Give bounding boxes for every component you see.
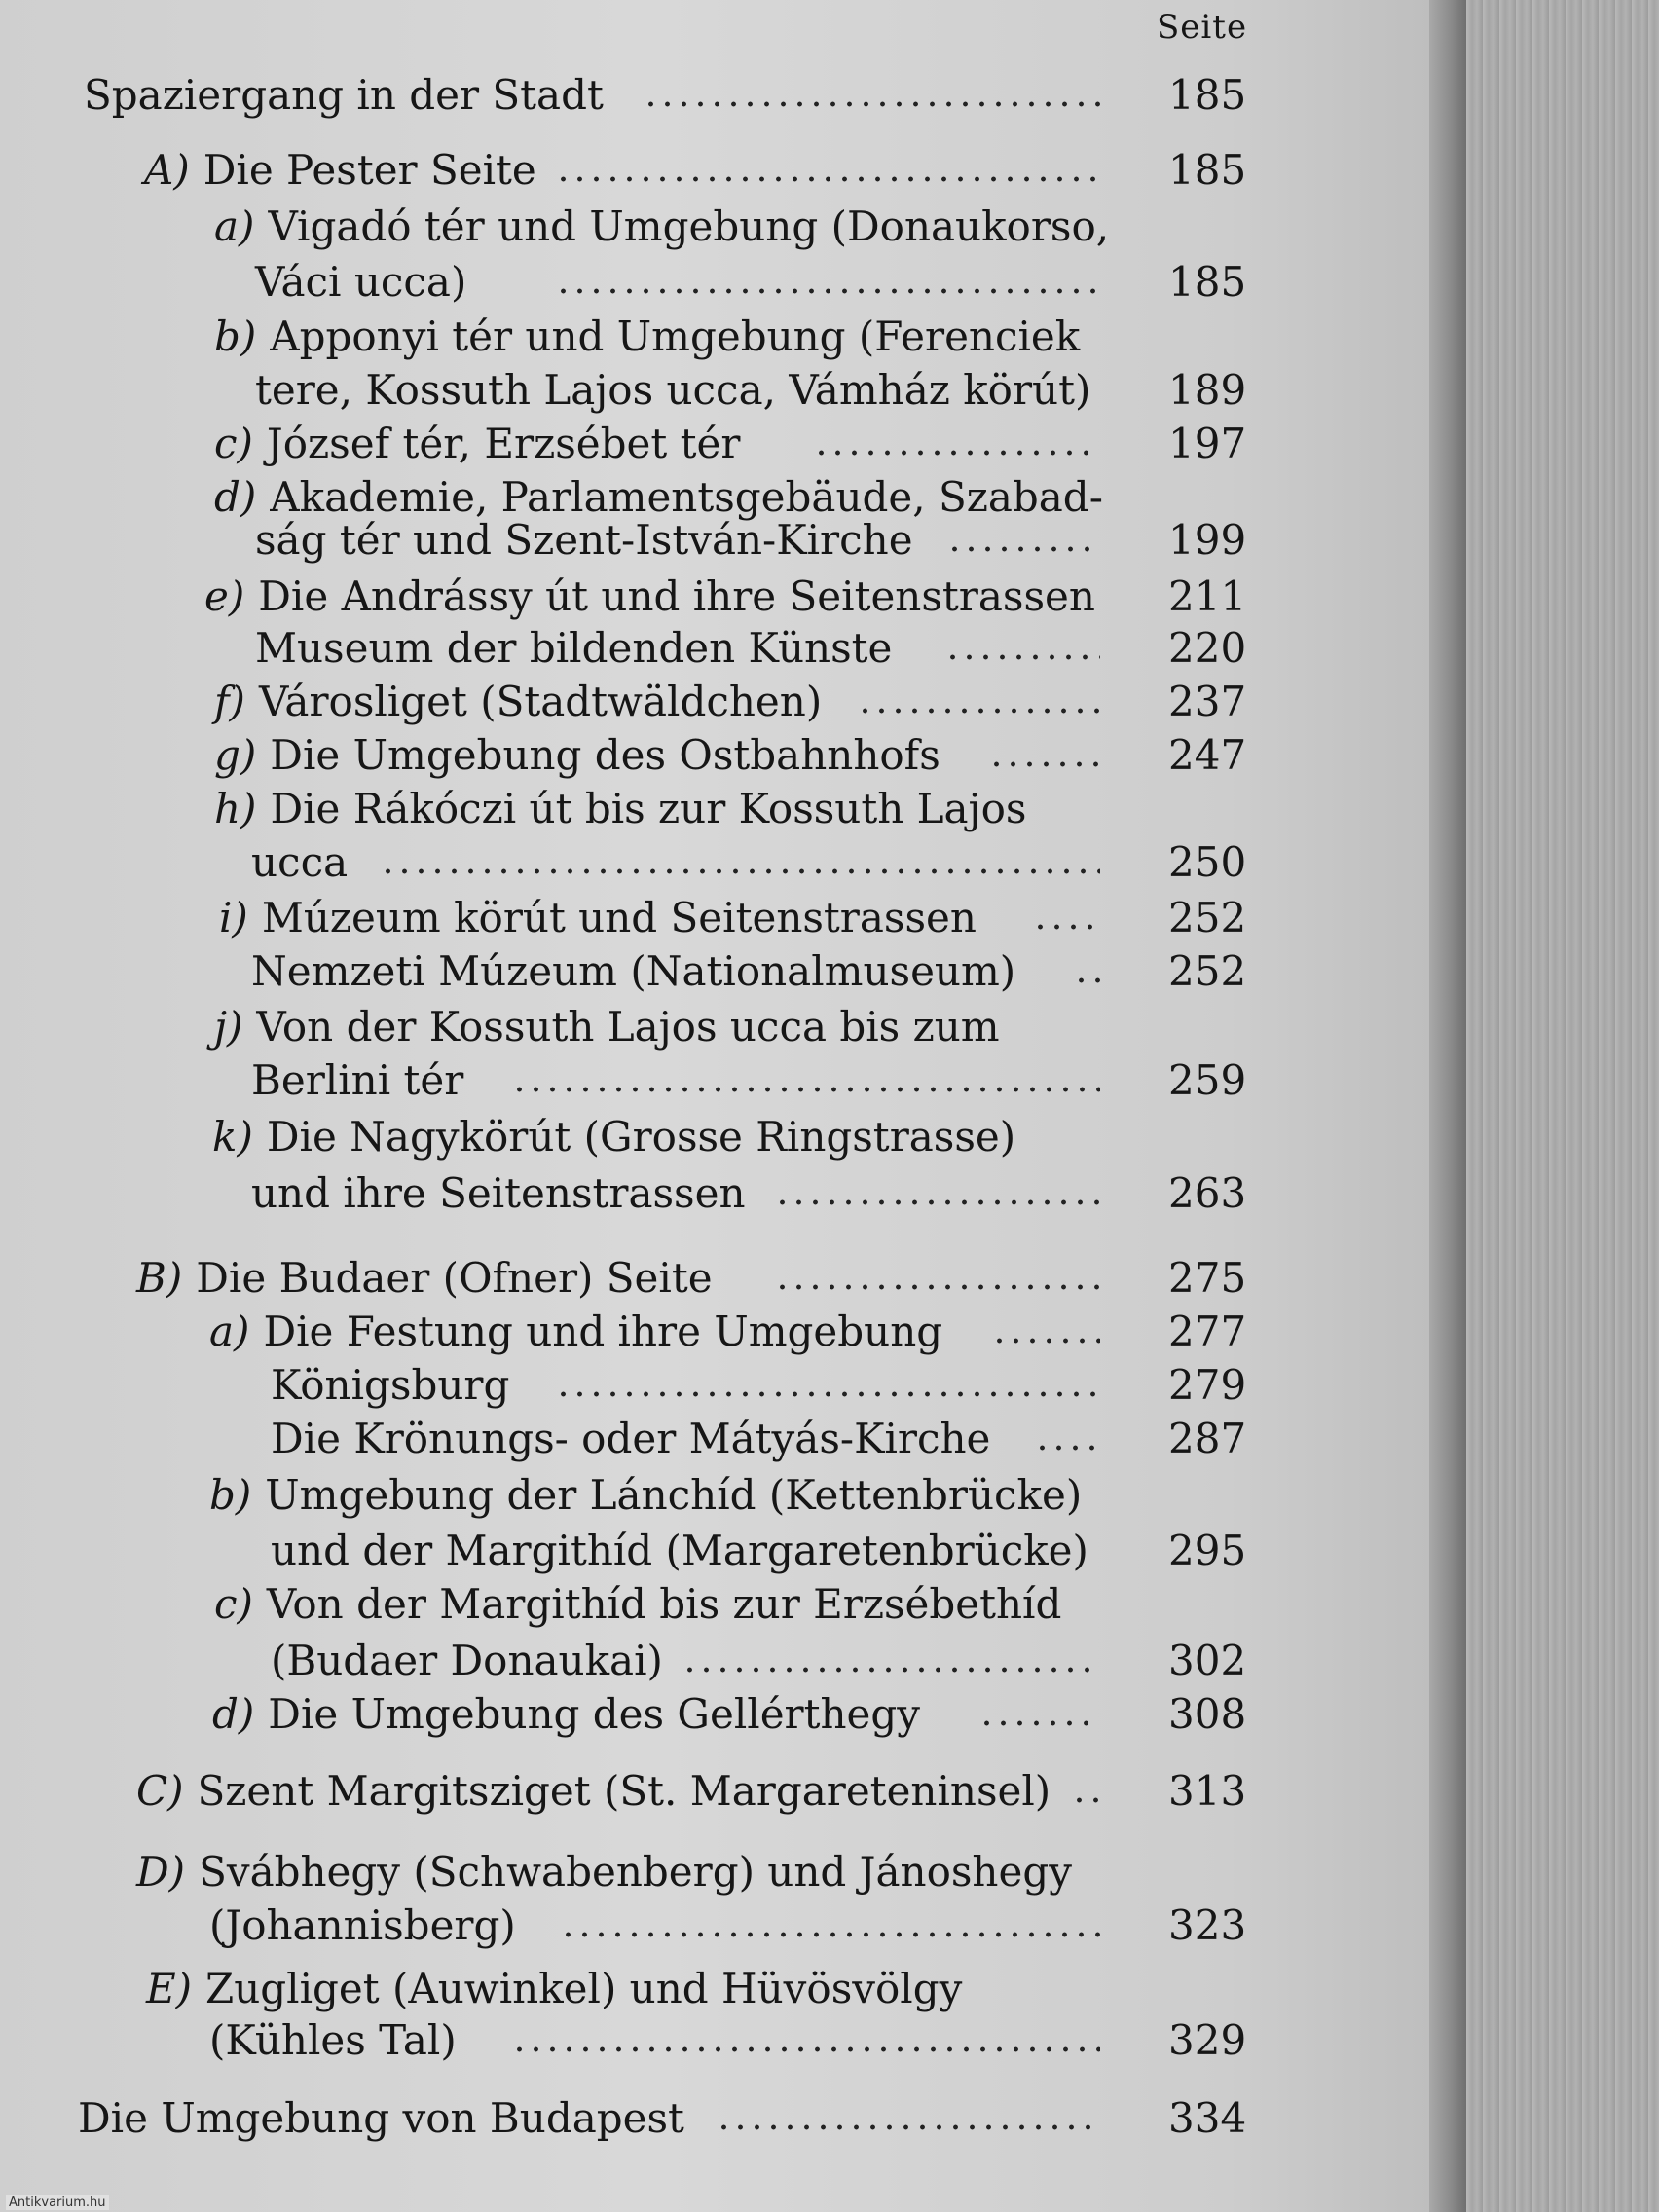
book-spine bbox=[1429, 0, 1466, 2212]
toc-entry-title: ucca bbox=[251, 838, 349, 886]
toc-entry bbox=[0, 1845, 1344, 1899]
toc-entry-text bbox=[214, 310, 1080, 364]
toc-entry-text bbox=[209, 1468, 1082, 1523]
toc-page-number: 247 bbox=[1168, 731, 1247, 779]
toc-entry bbox=[0, 1524, 1344, 1578]
toc-page-number: 211 bbox=[1168, 572, 1247, 620]
toc-entry-title: Die Festung und ihre Umgebung bbox=[263, 1308, 943, 1355]
toc-entry bbox=[0, 1110, 1344, 1164]
toc-page-number: 277 bbox=[1168, 1308, 1247, 1355]
toc-entry-marker: j) bbox=[214, 1003, 243, 1051]
toc-entry-text bbox=[212, 1110, 1015, 1164]
toc-entry bbox=[0, 143, 1344, 198]
toc-page-number: 185 bbox=[1168, 71, 1247, 119]
toc-page-number: 263 bbox=[1168, 1169, 1247, 1217]
toc-entry-text bbox=[136, 1764, 1051, 1819]
toc-entry-text bbox=[255, 513, 913, 568]
toc-entry bbox=[0, 2091, 1344, 2146]
toc-entry-text bbox=[214, 1577, 1061, 1632]
toc-entry-text bbox=[78, 2091, 684, 2146]
toc-entry-title: Váci ucca) bbox=[255, 258, 467, 306]
dot-leader bbox=[511, 1085, 1100, 1094]
dot-leader bbox=[944, 652, 1100, 662]
dot-leader bbox=[555, 286, 1100, 296]
dot-leader bbox=[511, 2045, 1100, 2054]
toc-entry bbox=[0, 891, 1344, 945]
toc-entry-title: Svábhegy (Schwabenberg) und Jánoshegy bbox=[199, 1848, 1072, 1896]
dot-leader bbox=[1034, 1443, 1100, 1453]
toc-entry-title: (Budaer Donaukai) bbox=[271, 1637, 663, 1684]
toc-entry-text bbox=[255, 621, 892, 676]
toc-entry-marker: c) bbox=[214, 1580, 253, 1628]
toc-entry-text bbox=[144, 143, 536, 198]
toc-entry-text bbox=[212, 1687, 920, 1742]
toc-entry-title: Die Nagykörút (Grosse Ringstrasse) bbox=[266, 1113, 1016, 1161]
toc-entry-title: Nemzeti Múzeum (Nationalmuseum) bbox=[251, 947, 1016, 995]
toc-entry-title: Die Pester Seite bbox=[203, 146, 536, 194]
toc-entry bbox=[0, 1305, 1344, 1359]
toc-entry bbox=[0, 1899, 1344, 1953]
toc-entry-marker: h) bbox=[214, 785, 257, 832]
toc-entry bbox=[0, 1053, 1344, 1108]
toc-entry-title: Die Rákóczi út bis zur Kossuth Lajos bbox=[270, 785, 1027, 832]
toc-page-number: 220 bbox=[1168, 624, 1247, 672]
toc-entry bbox=[0, 1687, 1344, 1742]
toc-entry bbox=[0, 2013, 1344, 2068]
toc-entry bbox=[0, 835, 1344, 890]
toc-entry-title: (Kühles Tal) bbox=[209, 2016, 457, 2064]
toc-entry bbox=[0, 1251, 1344, 1306]
toc-entry bbox=[0, 200, 1344, 254]
toc-page-number: 313 bbox=[1168, 1767, 1247, 1815]
toc-entry-marker: b) bbox=[214, 313, 257, 360]
toc-page-number: 329 bbox=[1168, 2016, 1247, 2064]
toc-entry-marker: d) bbox=[214, 473, 257, 521]
toc-entry-text bbox=[251, 835, 348, 890]
toc-entry-marker: b) bbox=[209, 1471, 252, 1519]
toc-entry-text bbox=[251, 1166, 746, 1221]
toc-entry-marker: D) bbox=[136, 1848, 186, 1896]
toc-entry bbox=[0, 1764, 1344, 1819]
toc-entry-marker: B) bbox=[136, 1254, 183, 1302]
toc-entry-text bbox=[209, 2013, 457, 2068]
toc-entry bbox=[0, 1634, 1344, 1688]
toc-entry-text bbox=[209, 1899, 516, 1953]
dot-leader bbox=[991, 1336, 1100, 1346]
page-column-header: Seite bbox=[1157, 8, 1248, 47]
toc-entry bbox=[0, 1962, 1344, 2016]
dot-leader bbox=[978, 1718, 1100, 1728]
dot-leader bbox=[555, 1389, 1100, 1399]
toc-entry bbox=[0, 310, 1344, 364]
toc-entry-title: Die Krönungs- oder Mátyás-Kirche bbox=[271, 1415, 991, 1462]
toc-entry-title: Die Umgebung von Budapest bbox=[78, 2094, 684, 2142]
toc-entry bbox=[0, 675, 1344, 729]
toc-entry-title: Umgebung der Lánchíd (Kettenbrücke) bbox=[265, 1471, 1083, 1519]
toc-page-number: 287 bbox=[1168, 1415, 1247, 1462]
toc-entry-title: Von der Kossuth Lajos ucca bis zum bbox=[256, 1003, 1000, 1051]
toc-entry-title: Városliget (Stadtwäldchen) bbox=[258, 678, 823, 725]
toc-entry-title: Die Budaer (Ofner) Seite bbox=[196, 1254, 713, 1302]
toc-page-number: 275 bbox=[1168, 1254, 1247, 1302]
toc-entry-title: Museum der bildenden Künste bbox=[255, 624, 893, 672]
toc-entry-marker: i) bbox=[219, 894, 248, 941]
toc-entry bbox=[0, 417, 1344, 471]
toc-entry-text bbox=[255, 363, 1090, 418]
dot-leader bbox=[716, 2122, 1100, 2132]
toc-entry-marker: E) bbox=[146, 1965, 193, 2012]
toc-entry-title: Berlini tér bbox=[251, 1056, 464, 1104]
toc-page-number: 250 bbox=[1168, 838, 1247, 886]
toc-entry bbox=[0, 1000, 1344, 1054]
dot-leader bbox=[380, 866, 1100, 876]
toc-entry-text bbox=[84, 68, 604, 123]
toc-entry bbox=[0, 513, 1344, 568]
toc-page-number: 308 bbox=[1168, 1690, 1247, 1738]
toc-page-number: 323 bbox=[1168, 1901, 1247, 1949]
toc-entry-text bbox=[271, 1524, 1088, 1578]
dot-leader bbox=[560, 1930, 1100, 1939]
toc-entry-text bbox=[209, 1305, 942, 1359]
toc-entry-text bbox=[214, 675, 822, 729]
toc-entry-text bbox=[251, 944, 1015, 999]
toc-entry-marker: c) bbox=[214, 420, 253, 467]
toc-entry bbox=[0, 363, 1344, 418]
toc-page-number: 199 bbox=[1168, 516, 1247, 564]
toc-entry-marker: e) bbox=[204, 572, 245, 620]
toc-entry-text bbox=[136, 1845, 1072, 1899]
toc-entry bbox=[0, 68, 1344, 123]
toc-entry-marker: a) bbox=[214, 203, 255, 250]
toc-entry-title: Zugliget (Auwinkel) und Hüvösvölgy bbox=[205, 1965, 963, 2012]
toc-entry-marker: k) bbox=[212, 1113, 253, 1161]
toc-entry-marker: g) bbox=[214, 731, 257, 779]
toc-entry-title: Spaziergang in der Stadt bbox=[84, 71, 604, 119]
toc-entry-title: Die Andrássy út und ihre Seitenstrassen bbox=[258, 572, 1095, 620]
dot-leader bbox=[946, 544, 1100, 554]
toc-entry-title: Die Umgebung des Ostbahnhofs bbox=[270, 731, 940, 779]
toc-page-number: 237 bbox=[1168, 678, 1247, 725]
toc-entry bbox=[0, 782, 1344, 836]
toc-page-number: 259 bbox=[1168, 1056, 1247, 1104]
toc-entry-text bbox=[271, 1634, 663, 1688]
dot-leader bbox=[988, 759, 1100, 769]
toc-entry-title: Königsburg bbox=[271, 1361, 510, 1409]
toc-page-number: 302 bbox=[1168, 1637, 1247, 1684]
dot-leader bbox=[682, 1665, 1100, 1675]
toc-page-number: 252 bbox=[1168, 894, 1247, 941]
toc-entry bbox=[0, 1358, 1344, 1413]
toc-page-number: 295 bbox=[1168, 1527, 1247, 1574]
toc-entry-marker: d) bbox=[212, 1690, 255, 1738]
toc-entry-title: Vigadó tér und Umgebung (Donaukorso, bbox=[268, 203, 1110, 250]
toc-entry-marker: C) bbox=[136, 1767, 184, 1815]
toc-entry bbox=[0, 728, 1344, 783]
toc-entry-text bbox=[219, 891, 977, 945]
toc-entry-text bbox=[255, 255, 466, 310]
toc-entry bbox=[0, 1412, 1344, 1466]
dot-leader bbox=[1073, 976, 1100, 985]
toc-page-number: 334 bbox=[1168, 2094, 1247, 2142]
toc-entry-marker: A) bbox=[144, 146, 190, 194]
toc-entry-title: und der Margithíd (Margaretenbrücke) bbox=[271, 1527, 1088, 1574]
dot-leader bbox=[774, 1282, 1100, 1292]
toc-entry-title: tere, Kossuth Lajos ucca, Vámház körút) bbox=[255, 366, 1091, 414]
dot-leader bbox=[1032, 922, 1100, 932]
toc-entry-title: Apponyi tér und Umgebung (Ferenciek bbox=[270, 313, 1081, 360]
toc-entry-title: Múzeum körút und Seitenstrassen bbox=[261, 894, 977, 941]
toc-entry-title: Von der Margithíd bis zur Erzsébethíd bbox=[266, 1580, 1062, 1628]
toc-page-number: 185 bbox=[1168, 258, 1247, 306]
toc-entry-title: Die Umgebung des Gellérthegy bbox=[268, 1690, 921, 1738]
dot-leader bbox=[774, 1198, 1100, 1207]
toc-entry-marker: f) bbox=[214, 678, 245, 725]
toc-entry bbox=[0, 570, 1344, 624]
dot-leader bbox=[643, 99, 1100, 109]
toc-entry-text bbox=[214, 728, 940, 783]
dot-leader bbox=[857, 706, 1100, 716]
toc-entry bbox=[0, 1468, 1344, 1523]
toc-entry-text bbox=[214, 782, 1026, 836]
toc-entry-text bbox=[146, 1962, 962, 2016]
toc-entry-marker: a) bbox=[209, 1308, 250, 1355]
dot-leader bbox=[1071, 1795, 1100, 1805]
toc-entry-text bbox=[136, 1251, 713, 1306]
toc-entry bbox=[0, 1577, 1344, 1632]
toc-entry-text bbox=[271, 1358, 509, 1413]
toc-entry bbox=[0, 1166, 1344, 1221]
toc-page-number: 185 bbox=[1168, 146, 1247, 194]
toc-entry-text bbox=[271, 1412, 990, 1466]
toc-entry bbox=[0, 944, 1344, 999]
toc-page-number: 197 bbox=[1168, 420, 1247, 467]
toc-entry-title: und ihre Seitenstrassen bbox=[251, 1169, 746, 1217]
toc-page-number: 279 bbox=[1168, 1361, 1247, 1409]
watermark: Antikvarium.hu bbox=[6, 2195, 109, 2210]
toc-entry bbox=[0, 255, 1344, 310]
toc-entry-title: József tér, Erzsébet tér bbox=[266, 420, 741, 467]
toc-entry-text bbox=[251, 1053, 463, 1108]
dot-leader bbox=[555, 174, 1100, 184]
toc-entry-text bbox=[204, 570, 1095, 624]
toc-page-number: 252 bbox=[1168, 947, 1247, 995]
toc-entry-text bbox=[214, 200, 1109, 254]
toc-entry-title: Szent Margitsziget (St. Margareteninsel) bbox=[197, 1767, 1051, 1815]
toc-entry-text bbox=[214, 1000, 1000, 1054]
toc-entry-title: Akademie, Parlamentsgebäude, Szabad- bbox=[270, 473, 1103, 521]
toc-entry-title: ság tér und Szent-István-Kirche bbox=[255, 516, 913, 564]
toc-entry-title: (Johannisberg) bbox=[209, 1901, 516, 1949]
toc-entry-text bbox=[214, 417, 740, 471]
toc-entry bbox=[0, 621, 1344, 676]
dot-leader bbox=[813, 448, 1100, 458]
background-surface bbox=[1466, 0, 1659, 2212]
toc-page-number: 189 bbox=[1168, 366, 1247, 414]
